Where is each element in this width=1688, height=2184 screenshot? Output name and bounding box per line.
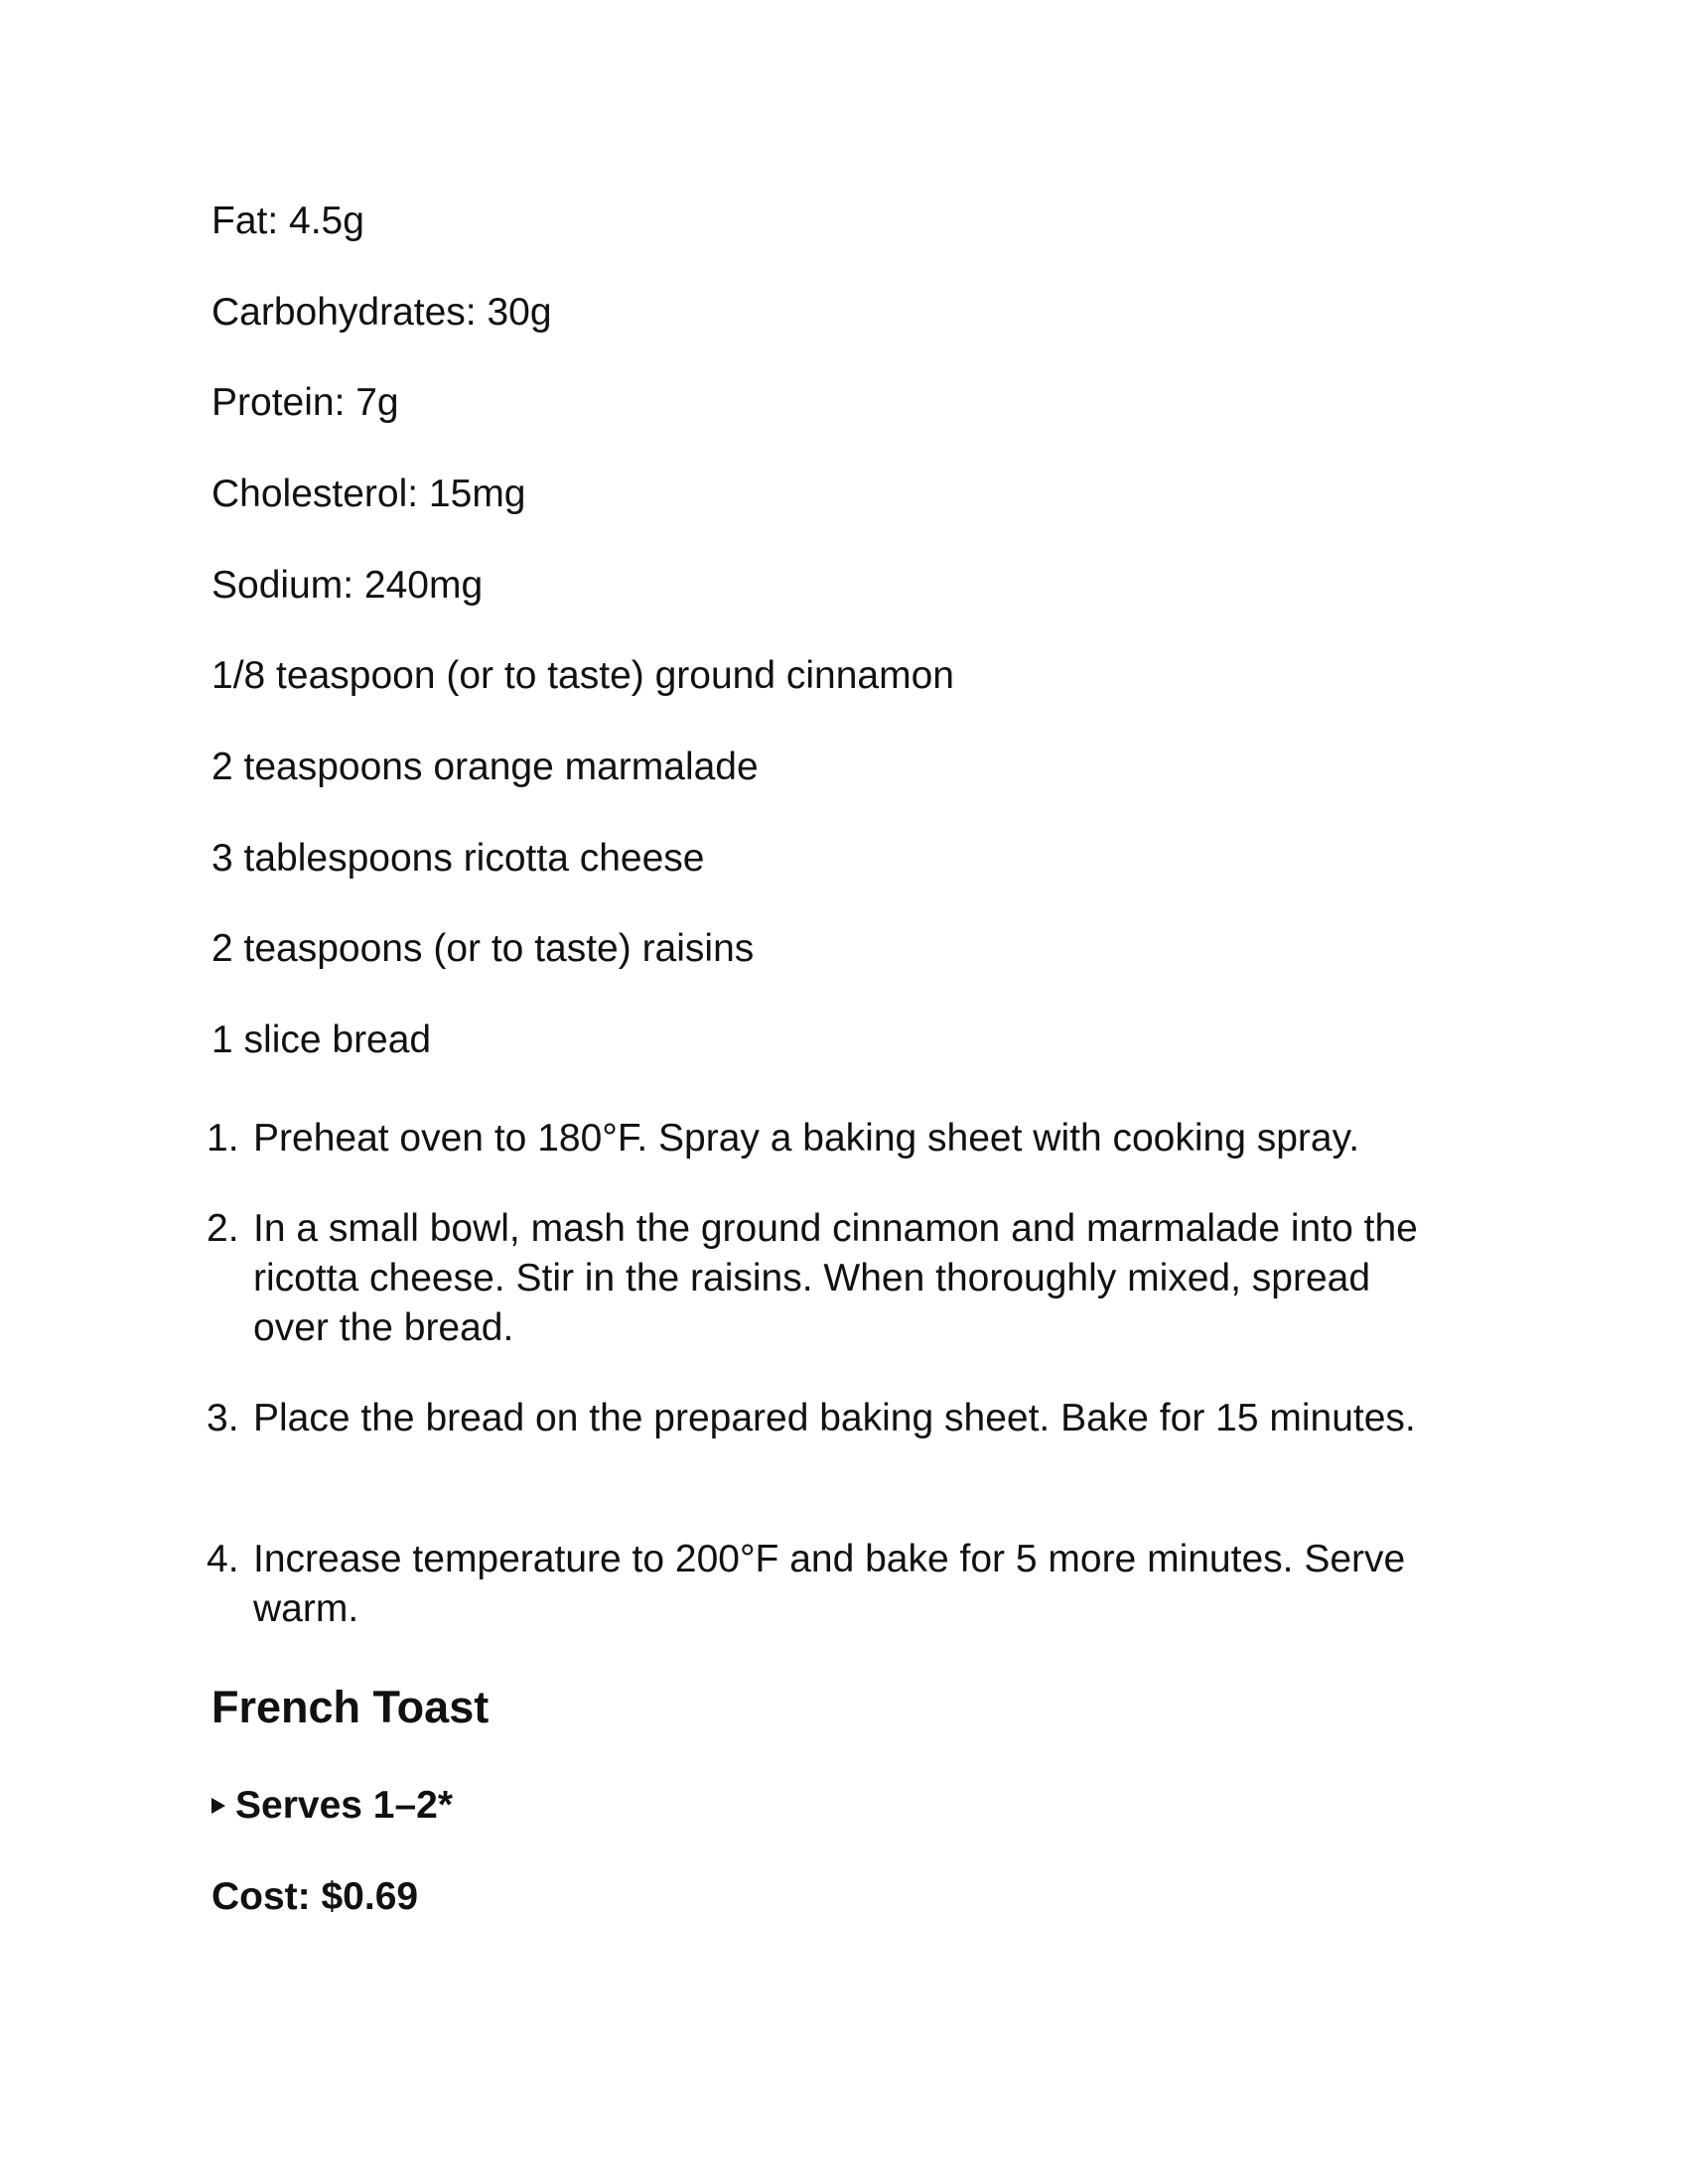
instruction-step: [207, 1204, 1463, 1353]
step-number: 2.: [207, 1207, 239, 1250]
nutrition-protein: Protein: 7g: [211, 381, 399, 424]
instruction-step: [207, 1394, 1463, 1443]
ingredient-item: 2 teaspoons (or to taste) raisins: [211, 927, 755, 970]
serves-line: [211, 1781, 453, 1831]
ingredient-item: 2 teaspoons orange marmalade: [211, 746, 759, 788]
step-text: In a small bowl, mash the ground cinnamon and marmalade into the ricotta cheese. Stir in the raisins. When thoroughly mixed, spread over the bread.: [253, 1207, 1418, 1349]
ingredient-item: 1/8 teaspoon (or to taste) ground cinnamon: [211, 654, 954, 697]
ingredient-item: 3 tablespoons ricotta cheese: [211, 837, 705, 880]
serves-text: Serves 1–2*: [235, 1784, 454, 1827]
recipe-title: French Toast: [211, 1682, 490, 1732]
step-number: 4.: [207, 1538, 239, 1580]
nutrition-sodium: Sodium: 240mg: [211, 564, 484, 607]
nutrition-fat: Fat: 4.5g: [211, 200, 364, 242]
step-text: Increase temperature to 200°F and bake for 5 more minutes. Serve warm.: [253, 1538, 1406, 1630]
nutrition-carbohydrates: Carbohydrates: 30g: [211, 291, 552, 334]
step-text: Place the bread on the prepared baking sheet. Bake for 15 minutes.: [253, 1397, 1416, 1439]
step-number: 3.: [207, 1397, 239, 1439]
bullet-triangle-icon: [211, 1798, 225, 1814]
step-number: 1.: [207, 1117, 239, 1160]
step-text: Preheat oven to 180°F. Spray a baking sheet with cooking spray.: [253, 1117, 1360, 1160]
nutrition-cholesterol: Cholesterol: 15mg: [211, 473, 526, 515]
instruction-step: [207, 1535, 1463, 1634]
instruction-step: [207, 1114, 1463, 1163]
ingredient-item: 1 slice bread: [211, 1019, 432, 1061]
cost-line: Cost: $0.69: [211, 1875, 419, 1918]
